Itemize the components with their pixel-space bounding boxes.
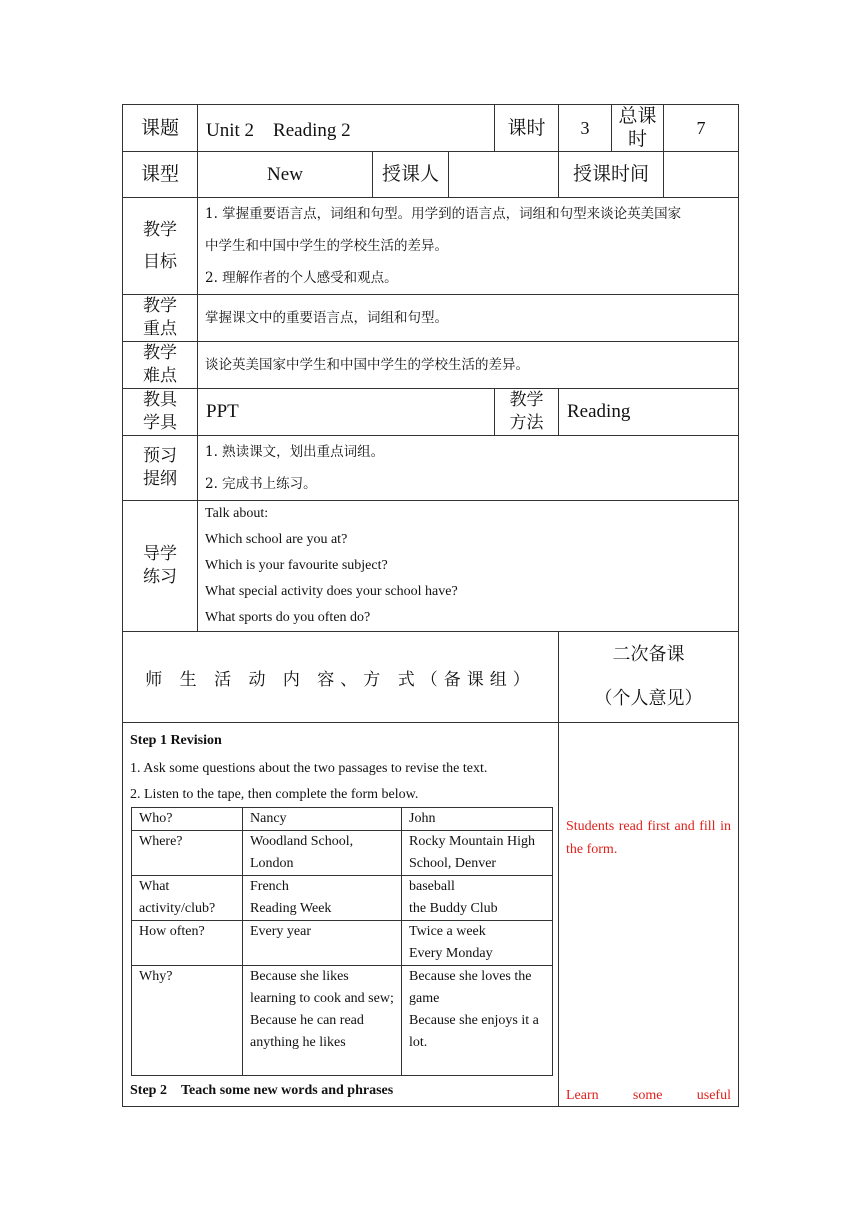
preview-content <box>198 436 739 501</box>
form-cell: Because she likes learning to cook and sew; Because he can read anything he likes <box>243 966 402 1076</box>
goals-label-1: 教学 <box>143 220 177 240</box>
goals-line-2: 中学生和中国中学生的学校生活的差异。 <box>205 238 448 254</box>
preview-label <box>123 436 198 501</box>
guide-line: Which is your favourite subject? <box>205 558 388 573</box>
lesson-plan-table <box>122 104 739 1107</box>
method-label <box>495 389 559 436</box>
secondary-prep-title: 二次备课 <box>612 644 685 665</box>
goals-label <box>123 198 198 295</box>
guide-line: Talk about: <box>205 506 269 521</box>
activity-header-right <box>559 632 739 723</box>
method-label-1: 教学 <box>509 390 544 410</box>
time-value <box>664 152 739 198</box>
notes-column <box>559 723 739 1107</box>
revision-form <box>131 807 553 1076</box>
note-2: Learn some useful <box>566 1088 731 1103</box>
time-label: 授课时间 <box>559 152 664 198</box>
preview-label-2: 提纲 <box>143 469 177 489</box>
key-points-label-1: 教学 <box>143 296 177 316</box>
guide-line: What special activity does your school have? <box>205 584 458 599</box>
guide-label <box>123 501 198 632</box>
step2-title: Step 2 Teach some new words and phrases <box>130 1083 394 1098</box>
form-cell: Nancy <box>243 808 402 831</box>
period-value: 3 <box>559 105 612 152</box>
activity-header-left: 师 生 活 动 内 容、方 式（备课组） <box>123 632 559 723</box>
step1-title: Step 1 Revision <box>130 733 222 748</box>
form-cell: baseball the Buddy Club <box>402 876 553 921</box>
step1-line-2: 2. Listen to the tape, then complete the form below. <box>130 787 419 802</box>
topic-value: Unit 2 Reading 2 <box>198 105 495 152</box>
type-label: 课型 <box>123 152 198 198</box>
teacher-label: 授课人 <box>373 152 449 198</box>
note-1: Students read first and fill in the form. <box>566 819 731 857</box>
form-cell: Woodland School, London <box>243 831 402 876</box>
form-cell: What activity/club? <box>132 876 243 921</box>
guide-content <box>198 501 739 632</box>
form-cell: John <box>402 808 553 831</box>
guide-label-2: 练习 <box>143 567 177 587</box>
form-cell: Rocky Mountain High School, Denver <box>402 831 553 876</box>
key-points-label <box>123 295 198 342</box>
difficulties-label-2: 难点 <box>143 366 177 386</box>
preview-line-2: 2. 完成书上练习。 <box>205 476 317 492</box>
key-points-text: 掌握课文中的重要语言点，词组和句型。 <box>198 295 739 342</box>
form-cell: Every year <box>243 921 402 966</box>
method-value: Reading <box>559 389 739 436</box>
form-cell: Because she loves the game Because she enjoys it a lot. <box>402 966 553 1076</box>
step1-line-1: 1. Ask some questions about the two passages to revise the text. <box>130 761 488 776</box>
form-cell: Why? <box>132 966 243 1076</box>
personal-opinion-title: （个人意见） <box>594 688 703 709</box>
form-cell: How often? <box>132 921 243 966</box>
lesson-plan <box>122 104 738 1107</box>
form-cell: Who? <box>132 808 243 831</box>
total-periods-label: 总课时 <box>612 105 664 152</box>
goals-label-2: 目标 <box>143 252 177 272</box>
difficulties-text: 谈论英美国家中学生和中国中学生的学校生活的差异。 <box>198 342 739 389</box>
form-cell: French Reading Week <box>243 876 402 921</box>
guide-line: Which school are you at? <box>205 532 348 547</box>
type-value: New <box>198 152 373 198</box>
difficulties-label <box>123 342 198 389</box>
form-cell: Where? <box>132 831 243 876</box>
guide-label-1: 导学 <box>143 544 177 564</box>
method-label-2: 方法 <box>509 413 544 433</box>
guide-line: What sports do you often do? <box>205 610 371 625</box>
goals-content <box>198 198 739 295</box>
topic-label: 课题 <box>123 105 198 152</box>
tools-label-1: 教具 <box>143 390 177 410</box>
difficulties-label-1: 教学 <box>143 343 177 363</box>
goals-line-1: 1. 掌握重要语言点，词组和句型。用学到的语言点，词组和句型来谈论英美国家 <box>205 206 682 222</box>
preview-line-1: 1. 熟读课文，划出重点词组。 <box>205 444 385 460</box>
tools-label-2: 学具 <box>143 413 177 433</box>
period-label: 课时 <box>495 105 559 152</box>
goals-line-3: 2. 理解作者的个人感受和观点。 <box>205 270 398 286</box>
tools-label <box>123 389 198 436</box>
teacher-value <box>449 152 559 198</box>
form-cell: Twice a week Every Monday <box>402 921 553 966</box>
tools-value: PPT <box>198 389 495 436</box>
activity-content <box>123 723 559 1107</box>
total-periods-value: 7 <box>664 105 739 152</box>
key-points-label-2: 重点 <box>143 319 177 339</box>
preview-label-1: 预习 <box>143 446 177 466</box>
